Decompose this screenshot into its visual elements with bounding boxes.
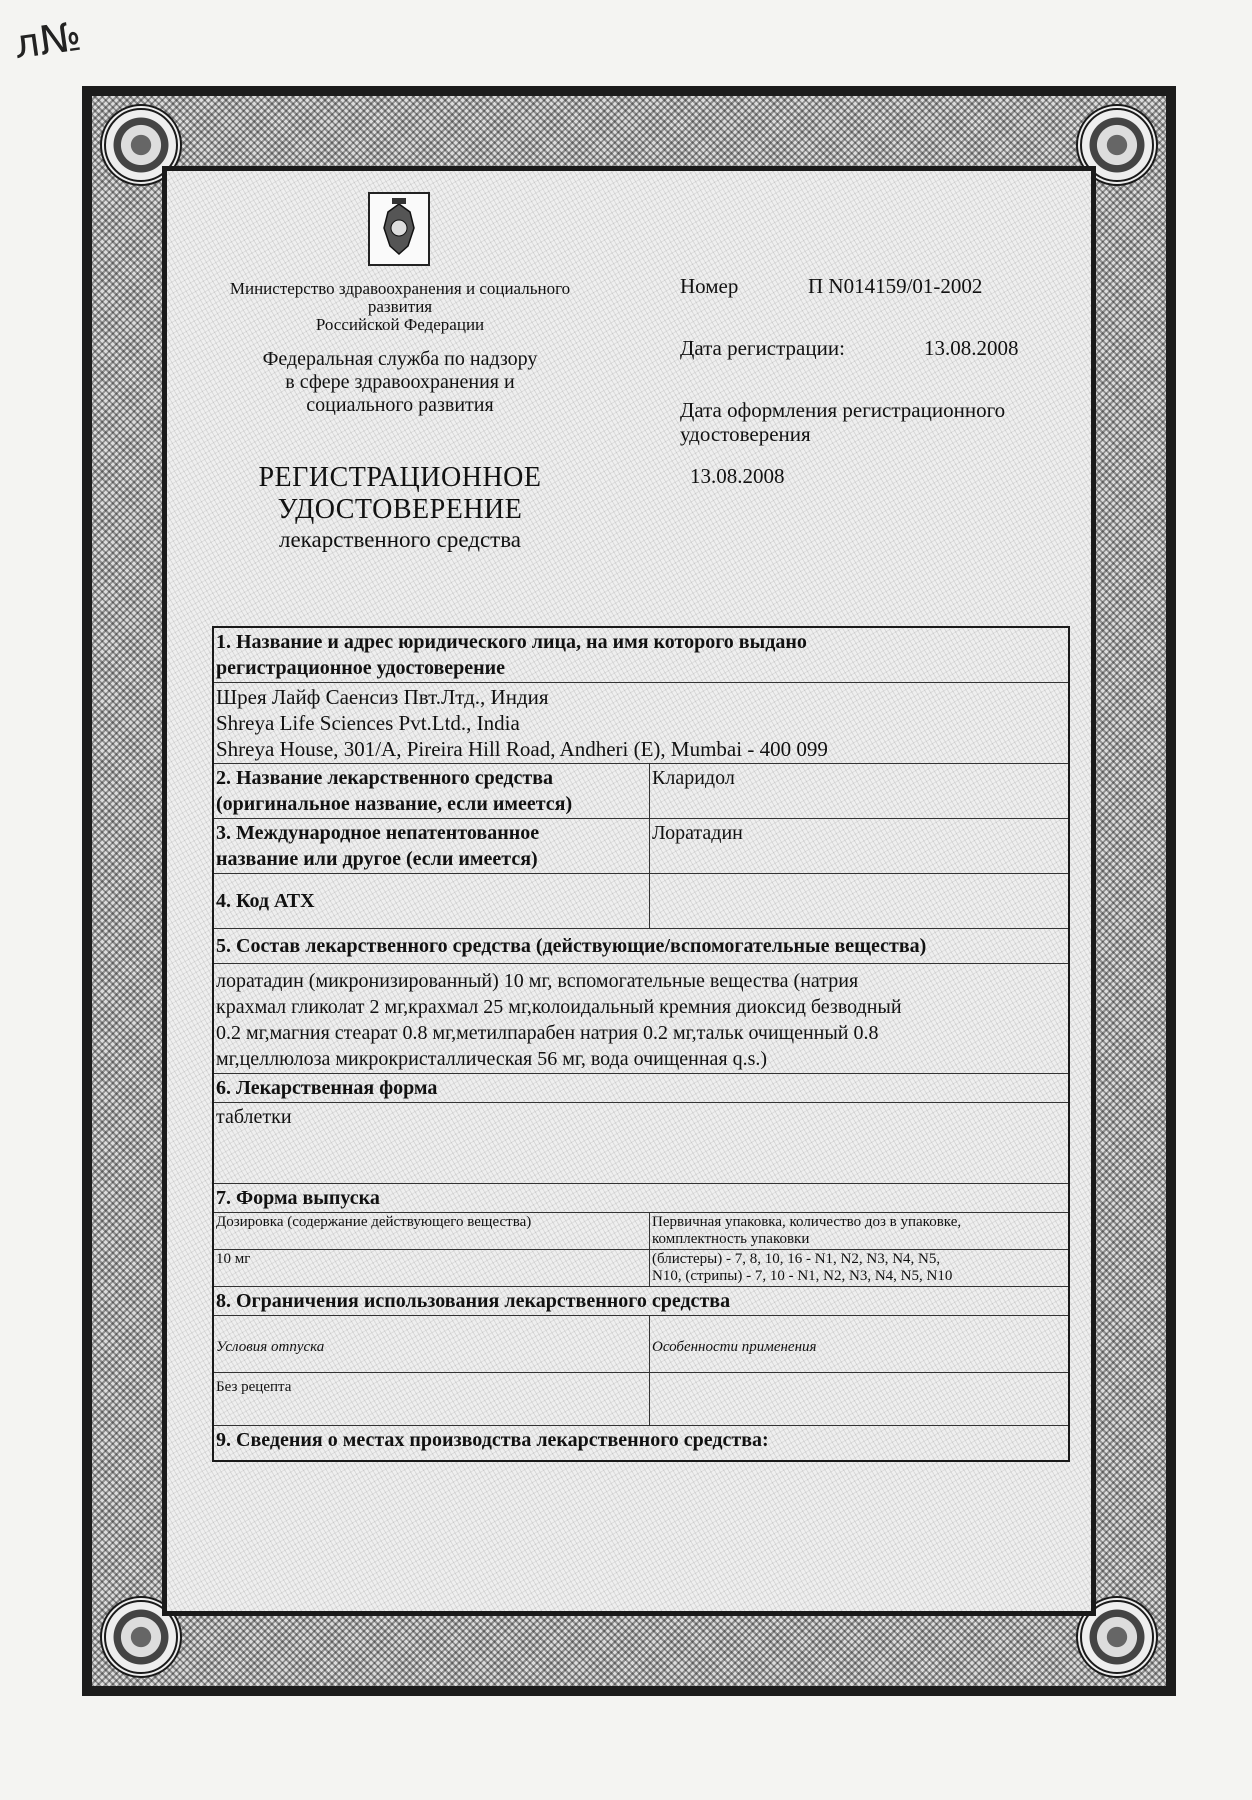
section-2-label: 2. Название лекарственного средства — [216, 767, 554, 789]
section-7-title-row — [214, 1184, 1068, 1213]
dispensing-conditions-header: Условия отпуска — [214, 1316, 650, 1372]
holder-name-en: Shreya Life Sciences Pvt.Ltd., India — [216, 711, 520, 735]
dosage-column-header: Дозировка (содержание действующего вещества) — [214, 1213, 650, 1249]
section-2-label: (оригинальное название, если имеется) — [216, 793, 573, 815]
holder-name-ru: Шрея Лайф Саенсиз Пвт.Лтд., Индия — [216, 685, 549, 709]
service-line: в сфере здравоохранения и — [285, 371, 515, 393]
document-title — [220, 462, 580, 554]
section-6-value-row — [214, 1103, 1068, 1184]
section-1-value-row — [214, 683, 1068, 764]
section-9-title-row — [214, 1426, 1068, 1460]
section-1-title: 1. Название и адрес юридического лица, на имя которого выдано — [216, 631, 807, 653]
composition-line: мг,целлюлоза микрокристаллическая 56 мг, вода очищенная q.s.) — [216, 1048, 768, 1070]
issuing-authority — [200, 280, 600, 417]
section-3-label: название или другое (если имеется) — [216, 848, 538, 870]
registration-date-value: 13.08.2008 — [924, 336, 1019, 360]
ministry-line: Российской Федерации — [315, 315, 485, 334]
section-7-header-row — [214, 1213, 1068, 1250]
composition-line: лоратадин (микронизированный) 10 мг, вспомогательные вещества (натрия — [216, 970, 859, 992]
packaging-column-header: Первичная упаковка, количество доз в упаковке, — [652, 1214, 962, 1230]
drug-name-value: Кларидол — [652, 767, 735, 789]
number-value: П N014159/01-2002 — [808, 274, 983, 298]
issue-date-label: удостоверения — [680, 422, 811, 446]
handwritten-mark: л№ — [11, 13, 85, 69]
composition-line: крахмал гликолат 2 мг,крахмал 25 мг,колоидальный кремния диоксид безводный — [216, 996, 902, 1018]
ministry-line: Министерство здравоохранения и социального — [229, 279, 571, 298]
section-3-label: 3. Международное непатентованное — [216, 822, 540, 844]
section-8-value-row — [214, 1373, 1068, 1426]
number-label: Номер — [680, 274, 739, 298]
service-line: социального развития — [306, 394, 494, 416]
service-line: Федеральная служба по надзору — [262, 348, 538, 370]
section-3-row — [214, 819, 1068, 874]
section-8-header-row — [214, 1316, 1068, 1373]
section-7-value-row — [214, 1250, 1068, 1287]
ministry-line: развития — [367, 297, 433, 316]
title-line: УДОСТОВЕРЕНИЕ — [277, 494, 523, 525]
dispensing-conditions-value: Без рецепта — [214, 1373, 650, 1425]
dosage-value: 10 мг — [214, 1250, 650, 1286]
section-5-value-row — [214, 964, 1068, 1074]
section-8-title: 8. Ограничения использования лекарственного средства — [216, 1290, 731, 1312]
section-8-title-row — [214, 1287, 1068, 1316]
section-6-title-row — [214, 1074, 1068, 1103]
usage-features-header: Особенности применения — [652, 1339, 817, 1355]
section-2-row — [214, 764, 1068, 819]
section-5-title-row — [214, 929, 1068, 964]
atc-code-value — [650, 874, 1068, 928]
registration-date-label: Дата регистрации: — [680, 336, 845, 360]
section-4-label: 4. Код АТХ — [214, 874, 650, 928]
section-1-title-row — [214, 628, 1068, 683]
holder-address: Shreya House, 301/A, Pireira Hill Road, Andheri (E), Mumbai - 400 099 — [216, 737, 828, 761]
section-4-row — [214, 874, 1068, 929]
section-6-title: 6. Лекарственная форма — [216, 1077, 438, 1099]
inn-value: Лоратадин — [652, 822, 743, 844]
packaging-value: (блистеры) - 7, 8, 10, 16 - N1, N2, N3, N4, N5, — [652, 1251, 941, 1267]
packaging-column-header: комплектность упаковки — [652, 1231, 810, 1247]
certificate-table — [212, 626, 1070, 1462]
dosage-form-value: таблетки — [216, 1106, 292, 1128]
section-7-title: 7. Форма выпуска — [216, 1187, 380, 1209]
composition-line: 0.2 мг,магния стеарат 0.8 мг,метилпарабен натрия 0.2 мг,тальк очищенный 0.8 — [216, 1022, 879, 1044]
document-subtitle: лекарственного средства — [279, 527, 521, 552]
title-line: РЕГИСТРАЦИОННОЕ — [258, 462, 542, 493]
issue-date-value: 13.08.2008 — [690, 464, 785, 488]
issue-date-label: Дата оформления регистрационного — [680, 398, 1006, 422]
usage-features-value — [650, 1373, 1068, 1425]
coat-of-arms-emblem — [368, 192, 430, 266]
section-1-title: регистрационное удостоверение — [216, 657, 506, 679]
section-5-title: 5. Состав лекарственного средства (действующие/вспомогательные вещества) — [216, 935, 927, 957]
section-9-title: 9. Сведения о местах производства лекарственного средства: — [216, 1429, 769, 1451]
packaging-value: N10, (стрипы) - 7, 10 - N1, N2, N3, N4, N5, N10 — [652, 1268, 953, 1284]
